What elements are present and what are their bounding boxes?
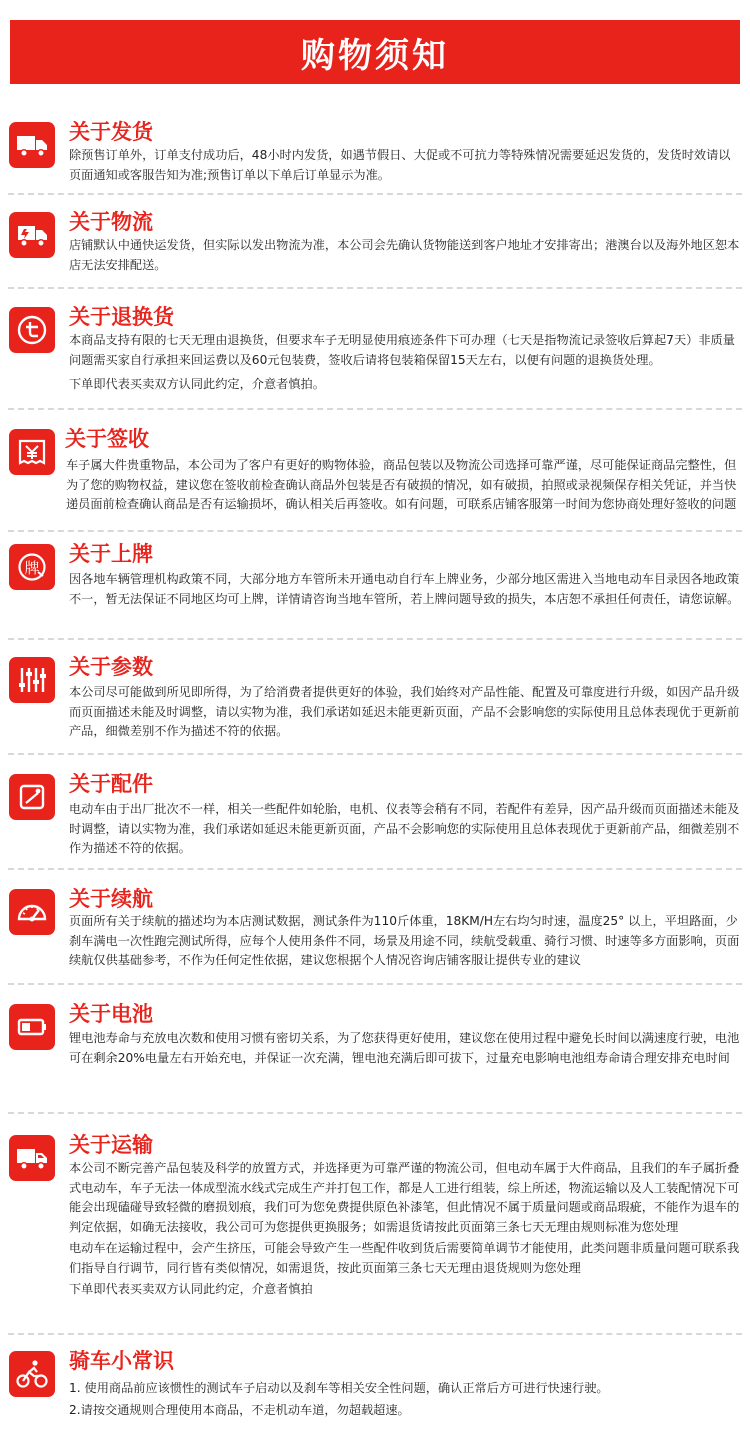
accessories-icon — [9, 774, 55, 820]
section-title: 关于签收 — [65, 427, 149, 451]
section-divider — [8, 868, 742, 870]
delivery-truck-icon — [9, 212, 55, 258]
section-title: 关于退换货 — [69, 305, 174, 329]
section-body — [69, 236, 741, 275]
section-divider — [8, 1112, 742, 1114]
section-body — [66, 456, 742, 515]
section-divider — [8, 638, 742, 640]
page-title: 购物须知 — [301, 35, 449, 76]
section-body — [69, 146, 741, 185]
header-banner — [10, 20, 740, 84]
shipping-truck-icon — [9, 1135, 55, 1181]
section-title: 关于配件 — [69, 772, 153, 796]
section-paragraph: 车子属大件贵重物品，本公司为了客户有更好的购物体验，商品包装以及物流公司选择可靠严谨，尽可能保证商品完整性，但为了您的购物权益，建议您在签收前检查确认商品外包装是否有破损的情况，如有破损，拍照或录视频保存相关凭证，并当快递员面前检查确认商品是否有运输损坏，确认相关后再签收。如有问题，可联系店铺客服第一时间为您协商处理好签收的问题 — [66, 458, 737, 511]
cyclist-icon — [9, 1351, 55, 1397]
section-body — [69, 683, 741, 742]
section-divider — [8, 287, 742, 289]
svg-text:牌: 牌 — [24, 559, 40, 577]
section-body — [69, 570, 741, 609]
section-paragraph: 本公司尽可能做到所见即所得，为了给消费者提供更好的体验，我们始终对产品性能、配置及可靠度进行升级，如因产品升级而页面描述未能及时调整，请以实物为准，我们承诺如延迟未能更新页面，产品不会影响您的实际使用且总体表现优于更新前产品，细微差别不作为描述不符的依据。 — [69, 685, 740, 738]
section-paragraph: 本商品支持有限的七天无理由退换货，但要求车子无明显使用痕迹条件下可办理（七天是指物流记录签收后算起7天）非质量问题需买家自行承担来回运费以及60元包装费，签收后请将包装箱保留15天左右，以便有问题的退换货处理。 — [69, 333, 735, 367]
section-paragraph: 页面所有关于续航的描述均为本店测试数据，测试条件为110斤体重，18KM/H左右均匀时速，温度25° 以上，平坦路面，少刹车满电一次性跑完测试所得，应每个人使用条件不同，场景及用途不同，续航受载重、骑行习惯、时速等多方面影响，页面续航仅供基础参考，不作为任何定性依据，建议您根据个人情况咨询店铺客服让提供专业的建议 — [69, 914, 740, 967]
section-body — [69, 800, 741, 859]
section-title: 关于发货 — [69, 120, 153, 144]
section-title: 骑车小常识 — [69, 1349, 174, 1373]
section-divider — [8, 753, 742, 755]
parameters-sliders-icon — [9, 657, 55, 703]
section-body — [69, 1029, 741, 1068]
receipt-sign-icon — [9, 429, 55, 475]
license-plate-icon — [9, 544, 55, 590]
section-divider — [8, 408, 742, 410]
section-title: 关于上牌 — [69, 542, 153, 566]
speedometer-icon — [9, 889, 55, 935]
section-paragraph: 电动车在运输过程中，会产生挤压，可能会导致产生一些配件收到货后需要简单调节才能使用，此类问题非质量问题可联系我们指导自行调节，同行皆有类似情况，如需退货，按此页面第三条七天无理由退货规则为您处理 — [69, 1241, 740, 1275]
truck-icon — [9, 122, 55, 168]
section-paragraph: 下单即代表买卖双方认同此约定，介意者慎拍。 — [69, 377, 325, 391]
section-title: 关于参数 — [69, 655, 153, 679]
seven-day-return-icon — [9, 307, 55, 353]
section-title: 关于物流 — [69, 210, 153, 234]
section-paragraph: 本公司不断完善产品包装及科学的放置方式，并选择更为可靠严谨的物流公司，但电动车属于大件商品，且我们的车子属折叠式电动车，车子无法一体成型流水线式完成生产并打包工作，都是人工进行组装，综上所述，物流运输以及人工装配情况下可能会出现磕碰导致轻微的磨损划痕，我们可为您免费提供原色补漆笔，但此情况不属于质量问题或商品瑕疵，不能作为退车的判定依据，如确无法接收，我公司可为您提供更换服务；如需退货请按此页面第三条七天无理由规则标准为您处理 — [69, 1161, 740, 1234]
section-paragraph: 因各地车辆管理机构政策不同，大部分地方车管所未开通电动自行车上牌业务，少部分地区需进入当地电动车目录因各地政策不一，暂无法保证不同地区均可上牌，详情请咨询当地车管所，若上牌问题导致的损失，本店恕不承担任何责任，请您谅解。 — [69, 572, 740, 606]
section-paragraph: 1. 使用商品前应该惯性的测试车子启动以及刹车等相关安全性问题，确认正常后方可进行快速行驶。 — [69, 1381, 609, 1395]
section-title: 关于续航 — [69, 887, 153, 911]
section-body — [69, 1379, 741, 1420]
section-body — [69, 912, 741, 971]
section-paragraph: 店铺默认中通快运发货，但实际以发出物流为准，本公司会先确认货物能送到客户地址才安排寄出；港澳台以及海外地区恕本店无法安排配送。 — [69, 238, 740, 272]
section-body — [69, 331, 741, 395]
section-divider — [8, 193, 742, 195]
section-divider — [8, 1333, 742, 1335]
section-title: 关于电池 — [69, 1002, 153, 1026]
section-paragraph: 锂电池寿命与充放电次数和使用习惯有密切关系，为了您获得更好使用，建议您在使用过程中避免长时间以满速度行驶，电池可在剩余20%电量左右开始充电，并保证一次充满，锂电池充满后即可拔下，过量充电影响电池组寿命请合理安排充电时间 — [69, 1031, 740, 1065]
section-divider — [8, 983, 742, 985]
section-body — [69, 1159, 741, 1300]
section-paragraph: 电动车由于出厂批次不一样，相关一些配件如轮胎，电机、仪表等会稍有不同，若配件有差异，因产品升级而页面描述未能及时调整，请以实物为准，我们承诺如延迟未能更新页面，产品不会影响您的实际使用且总体表现优于更新前产品，细微差别不作为描述不符的依据。 — [69, 802, 740, 855]
section-paragraph: 除预售订单外，订单支付成功后，48小时内发货，如遇节假日、大促或不可抗力等特殊情况需要延迟发货的，发货时效请以页面通知或客服告知为准;预售订单以下单后订单显示为准。 — [69, 148, 731, 182]
section-paragraph: 2.请按交通规则合理使用本商品，不走机动车道，勿超载超速。 — [69, 1402, 410, 1417]
section-paragraph: 下单即代表买卖双方认同此约定，介意者慎拍 — [69, 1282, 313, 1296]
section-divider — [8, 530, 742, 532]
battery-icon — [9, 1004, 55, 1050]
section-title: 关于运输 — [69, 1133, 153, 1157]
